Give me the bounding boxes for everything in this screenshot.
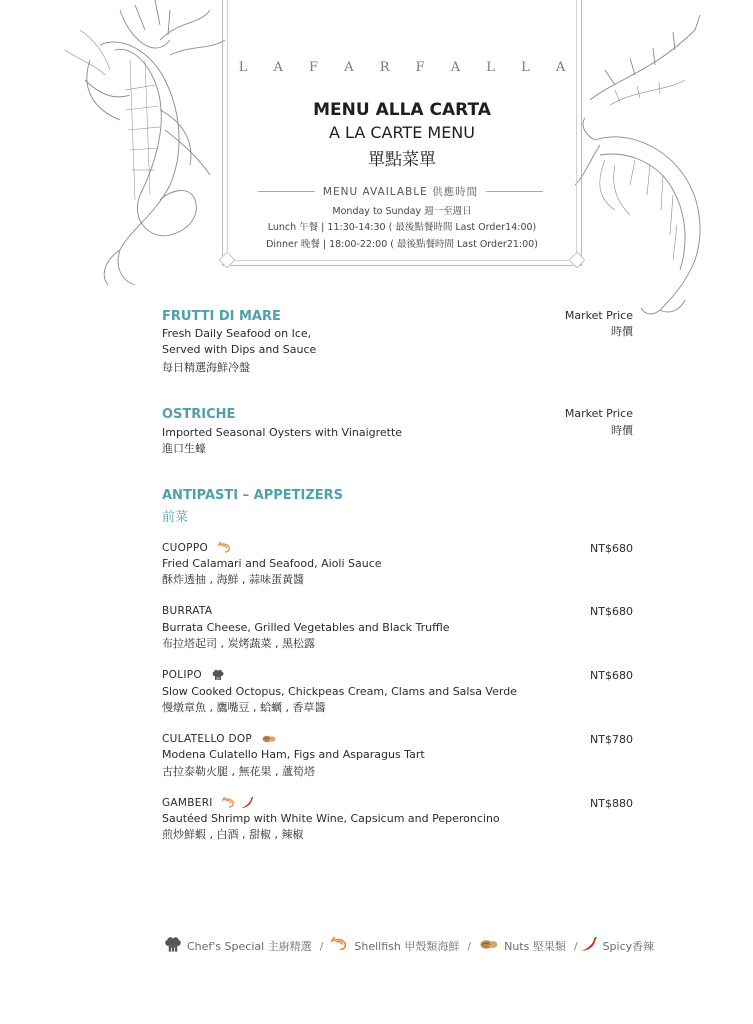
lunch-hours: Lunch 午餐 | 11:30-14:30 ( 最後點餐時間 Last Order14:00) xyxy=(267,222,537,233)
section-subtitle-antipasti: 前菜 xyxy=(162,510,189,525)
legend-separator: / xyxy=(573,939,578,953)
chili-icon xyxy=(580,937,598,955)
legend-shellfish xyxy=(331,937,459,955)
ostriche-desc-en: Imported Seasonal Oysters with Vinaigrette xyxy=(162,426,403,439)
item-name-label: POLIPO xyxy=(162,669,202,681)
cuoppo-price: NT$680 xyxy=(590,542,633,555)
culatello-desc-zh: 古拉泰勒火腿 , 無花果 , 蘆筍塔 xyxy=(162,765,315,778)
legend-separator: / xyxy=(319,939,324,953)
section-title-antipasti: ANTIPASTI – APPETIZERS xyxy=(162,488,344,503)
chili-icon xyxy=(240,797,254,809)
item-name-label: GAMBERI xyxy=(162,797,213,809)
section-title-frutti-di-mare: FRUTTI DI MARE xyxy=(162,309,281,324)
legend-chef-label: Chef's Special 主廚精選 xyxy=(187,940,312,953)
menu-title-english: A LA CARTE MENU xyxy=(329,123,475,142)
nuts-icon xyxy=(479,938,499,954)
item-name-label: CULATELLO DOP xyxy=(162,733,253,745)
shellfish-icon xyxy=(222,797,236,809)
brand-name: L A F A R F A L L A xyxy=(238,60,577,75)
burrata-desc-en: Burrata Cheese, Grilled Vegetables and Black Truffle xyxy=(162,621,450,634)
culatello-price: NT$780 xyxy=(590,733,633,746)
gamberi-desc-zh: 煎炒鮮蝦 , 白酒 , 甜椒 , 辣椒 xyxy=(162,828,304,841)
item-name-gamberi xyxy=(162,797,254,809)
frutti-desc-line-2: Served with Dips and Sauce xyxy=(162,343,317,356)
section-title-ostriche: OSTRICHE xyxy=(162,407,236,422)
nuts-icon xyxy=(262,734,276,744)
availability-days: Monday to Sunday 週一至週日 xyxy=(332,206,472,217)
legend-chef xyxy=(164,936,312,956)
cuoppo-desc-en: Fried Calamari and Seafood, Aioli Sauce xyxy=(162,557,382,570)
menu-title-italian: MENU ALLA CARTA xyxy=(313,100,491,120)
legend-separator: / xyxy=(467,939,472,953)
polipo-desc-en: Slow Cooked Octopus, Chickpeas Cream, Clams and Salsa Verde xyxy=(162,685,517,698)
gamberi-desc-en: Sautéed Shrimp with White Wine, Capsicum and Peperoncino xyxy=(162,812,500,825)
polipo-price: NT$680 xyxy=(590,669,633,682)
frutti-desc-line-1: Fresh Daily Seafood on Ice, xyxy=(162,327,312,340)
menu-title-chinese: 單點菜單 xyxy=(368,150,436,170)
shrimp-illustration xyxy=(575,10,735,320)
chef-hat-icon xyxy=(212,669,224,681)
gamberi-price: NT$880 xyxy=(590,797,633,810)
shellfish-icon xyxy=(331,937,349,955)
legend-spicy-label: Spicy香辣 xyxy=(602,940,655,953)
item-name-cuoppo xyxy=(162,542,232,554)
culatello-desc-en: Modena Culatello Ham, Figs and Asparagus Tart xyxy=(162,748,425,761)
ostriche-desc-zh: 進口生蠔 xyxy=(162,442,206,455)
dinner-hours: Dinner 晚餐 | 18:00-22:00 ( 最後點餐時間 Last Order21:00) xyxy=(266,239,538,250)
frutti-desc-zh: 每日精選海鮮冷盤 xyxy=(162,361,250,374)
legend-spicy xyxy=(580,937,655,955)
item-name-culatello xyxy=(162,733,276,745)
ostriche-price: Market Price xyxy=(564,407,633,420)
frutti-price: Market Price xyxy=(564,309,633,322)
availability-label: MENU AVAILABLE 供應時間 xyxy=(322,186,479,198)
lobster-illustration xyxy=(60,0,230,290)
ostriche-price-zh: 時價 xyxy=(611,424,633,437)
item-name-burrata: BURRATA xyxy=(162,605,213,617)
availability-heading xyxy=(258,184,543,199)
legend-nuts xyxy=(479,938,566,954)
burrata-desc-zh: 布拉塔起司 , 炭烤蔬菜 , 黑松露 xyxy=(162,637,315,650)
chef-hat-icon xyxy=(164,936,182,956)
item-name-polipo xyxy=(162,669,224,681)
divider-right xyxy=(486,191,543,192)
shellfish-icon xyxy=(218,542,232,554)
polipo-desc-zh: 慢燉章魚 , 鷹嘴豆 , 蛤蠣 , 香草醬 xyxy=(162,701,326,714)
icon-legend xyxy=(164,936,654,956)
frutti-price-zh: 時價 xyxy=(611,325,633,338)
burrata-price: NT$680 xyxy=(590,605,633,618)
legend-shellfish-label: Shellfish 甲殼類海鮮 xyxy=(354,940,460,953)
legend-nuts-label: Nuts 堅果類 xyxy=(504,940,566,953)
divider-left xyxy=(258,191,315,192)
item-name-label: CUOPPO xyxy=(162,542,209,554)
cuoppo-desc-zh: 酥炸透抽 , 海鮮 , 蒜味蛋黃醬 xyxy=(162,573,304,586)
